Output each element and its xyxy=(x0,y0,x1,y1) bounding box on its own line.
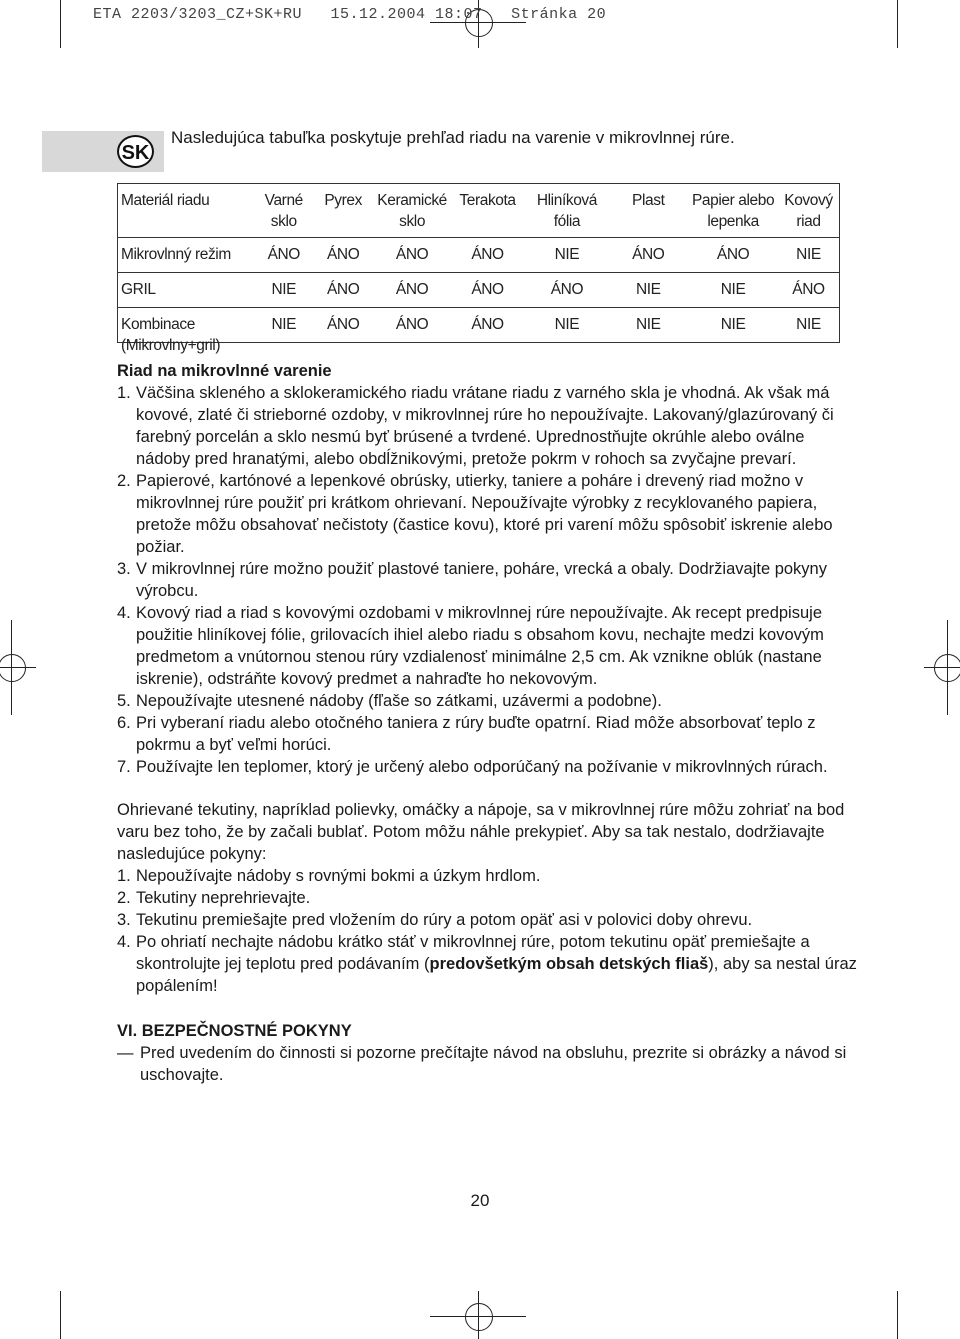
main-content xyxy=(117,360,857,1086)
safety-title: VI. BEZPEČNOSTNÉ POKYNY xyxy=(117,1022,352,1040)
crop-mark xyxy=(897,1291,898,1339)
liquids-intro: Ohrievané tekutiny, napríklad polievky, omáčky a nápoje, sa v mikrovlnnej rúre môžu zohriať na bod varu bez toho, že by začali bublať. Potom môžu náhle prekypieť. Aby sa tak nestalo, dodržiavajte nasledujúce pokyny: xyxy=(117,801,845,863)
table-row-label: Mikrovlnný režim xyxy=(121,246,231,263)
table-cell: ÁNO xyxy=(326,281,360,298)
table-cell: ÁNO xyxy=(550,281,584,298)
intro-text: Nasledujúca tabuľka poskytuje prehľad riadu na varenie v mikrovlnnej rúre. xyxy=(171,128,735,147)
registration-mark xyxy=(0,654,26,682)
table-cell: ÁNO xyxy=(267,246,300,263)
table-cell: NIE xyxy=(271,316,297,333)
table-header-cell: Kovový riad xyxy=(784,192,833,230)
list-item: 4. Kovový riad a riad s kovovými ozdobami v mikrovlnnej rúre nepoužívajte. Ak recept predpisuje použitie hliníkovej fólie, grilovacích ihiel alebo riadu s obsahom kovu, nechajte medzi kovovým predmetom a vnútornou stenou rúry vzdialenosť minimálne 2,5 cm. Ak vznikne oblúk (nastane iskrenie), odstráňte kovový predmet a nahraďte ho nekovovým. xyxy=(117,604,824,688)
table-header-cell: Papier alebo lepenka xyxy=(691,192,775,230)
table-cell: NIE xyxy=(635,316,661,333)
safety-item: — Pred uvedením do činnosti si pozorne prečítajte návod na obsluhu, prezrite si obrázky a návod si uschovajte. xyxy=(117,1044,847,1084)
table-header-row xyxy=(118,184,839,238)
table-cell: ÁNO xyxy=(395,281,429,298)
table-cell: NIE xyxy=(554,246,580,263)
list-item: 4. Po ohriatí nechajte nádobu krátko stáť v mikrovlnnej rúre, potom tekutinu opäť premiešajte a skontrolujte jej teplotu pred podávaním (predovšetkým obsah detských fliaš), aby sa nestal úraz popálením! xyxy=(117,933,857,995)
list-item: 2. Papierové, kartónové a lepenkové obrúsky, utierky, taniere a poháre i drevený riad možno v mikrovlnnej rúre použiť pri krátkom ohrievaní. Nepoužívajte výrobky z recyklovaného papiera, pretože môžu obsahovať nečistoty (častice kovu), ktoré pri varení môžu spôsobiť iskrenie alebo požiar. xyxy=(117,472,833,556)
section-heading: Riad na mikrovlnné varenie xyxy=(117,362,332,380)
page-number: 20 xyxy=(470,1191,490,1210)
table-header-cell: Keramické sklo xyxy=(377,192,447,230)
table-cell: ÁNO xyxy=(471,281,504,298)
list-item: 3. V mikrovlnnej rúre možno použiť plastové taniere, poháre, vrecká a obaly. Dodržiavajte pokyny výrobcu. xyxy=(117,560,827,600)
list-item: 2. Tekutiny neprehrievajte. xyxy=(117,889,311,907)
table-row xyxy=(118,308,839,364)
table-header-cell: Hliníková fólia xyxy=(536,192,597,230)
table-header-cell: Pyrex xyxy=(324,192,362,209)
table-cell: ÁNO xyxy=(471,246,504,263)
list-item: 3. Tekutinu premiešajte pred vložením do rúry a potom opäť asi v polovici doby ohrevu. xyxy=(117,911,753,929)
crop-mark xyxy=(60,0,61,48)
table-cell: ÁNO xyxy=(326,316,360,333)
table-row-label: Kombinace (Mikrovlny+gril) xyxy=(121,316,221,354)
table-cell: ÁNO xyxy=(326,246,360,263)
table-cell: NIE xyxy=(796,246,821,263)
table-cell: NIE xyxy=(554,316,580,333)
language-badge xyxy=(42,131,164,172)
language-code: SK xyxy=(117,135,154,168)
list-item: 1. Väčšina skleného a sklokeramického riadu vrátane riadu z varného skla je vhodná. Ak však má kovové, zlaté či strieborné ozdoby, v mikrovlnnej rúre ho nepoužívajte. Lakovaný/glazúrovaný či farebný porcelán a sklo nesmú byť brúsené a tvrdené. Uprednostňujte okrúhle alebo oválne nádoby pred hranatými, alebo obdĺžnikovými, pretože pokrm v rohoch sa zvyčajne prevarí. xyxy=(117,384,834,468)
cookware-list xyxy=(117,382,857,778)
table-cell: NIE xyxy=(271,281,297,298)
table-cell: NIE xyxy=(635,281,661,298)
print-header: ETA 2203/3203_CZ+SK+RU 15.12.2004 18:07 Stránka 20 xyxy=(93,6,607,23)
list-item: 1. Nepoužívajte nádoby s rovnými bokmi a úzkym hrdlom. xyxy=(117,867,541,885)
table-cell: ÁNO xyxy=(632,246,665,263)
list-item: 7. Používajte len teplomer, ktorý je určený alebo odporúčaný na požívanie v mikrovlnných rúrach. xyxy=(117,758,828,776)
registration-mark xyxy=(934,654,960,682)
table-cell: ÁNO xyxy=(395,246,429,263)
table-cell: NIE xyxy=(796,316,821,333)
table-cell: ÁNO xyxy=(792,281,825,298)
table-cell: ÁNO xyxy=(716,246,750,263)
liquids-list xyxy=(117,865,857,997)
table-cell: NIE xyxy=(720,316,746,333)
table-row xyxy=(118,238,839,273)
bold-warning: predovšetkým obsah detských fliaš xyxy=(429,955,709,973)
table-row xyxy=(118,273,839,308)
table-header-cell: Terakota xyxy=(459,192,516,209)
list-item: 6. Pri vyberaní riadu alebo otočného taniera z rúry buďte opatrní. Riad môže absorbovať teplo z pokrmu a byť veľmi horúci. xyxy=(117,714,816,754)
table-header-cell: Varné sklo xyxy=(264,192,303,230)
table-cell: ÁNO xyxy=(471,316,504,333)
list-item: 5. Nepoužívajte utesnené nádoby (fľaše so zátkami, uzávermi a podobne). xyxy=(117,692,662,710)
crop-mark xyxy=(897,0,898,48)
table-cell: NIE xyxy=(720,281,746,298)
registration-mark xyxy=(465,1303,493,1331)
table-cell: ÁNO xyxy=(395,316,429,333)
table-header-cell: Materiál riadu xyxy=(121,192,210,209)
table-header-cell: Plast xyxy=(632,192,665,209)
table-row-label: GRIL xyxy=(121,281,156,298)
crop-mark xyxy=(60,1291,61,1339)
cookware-table xyxy=(117,183,840,354)
